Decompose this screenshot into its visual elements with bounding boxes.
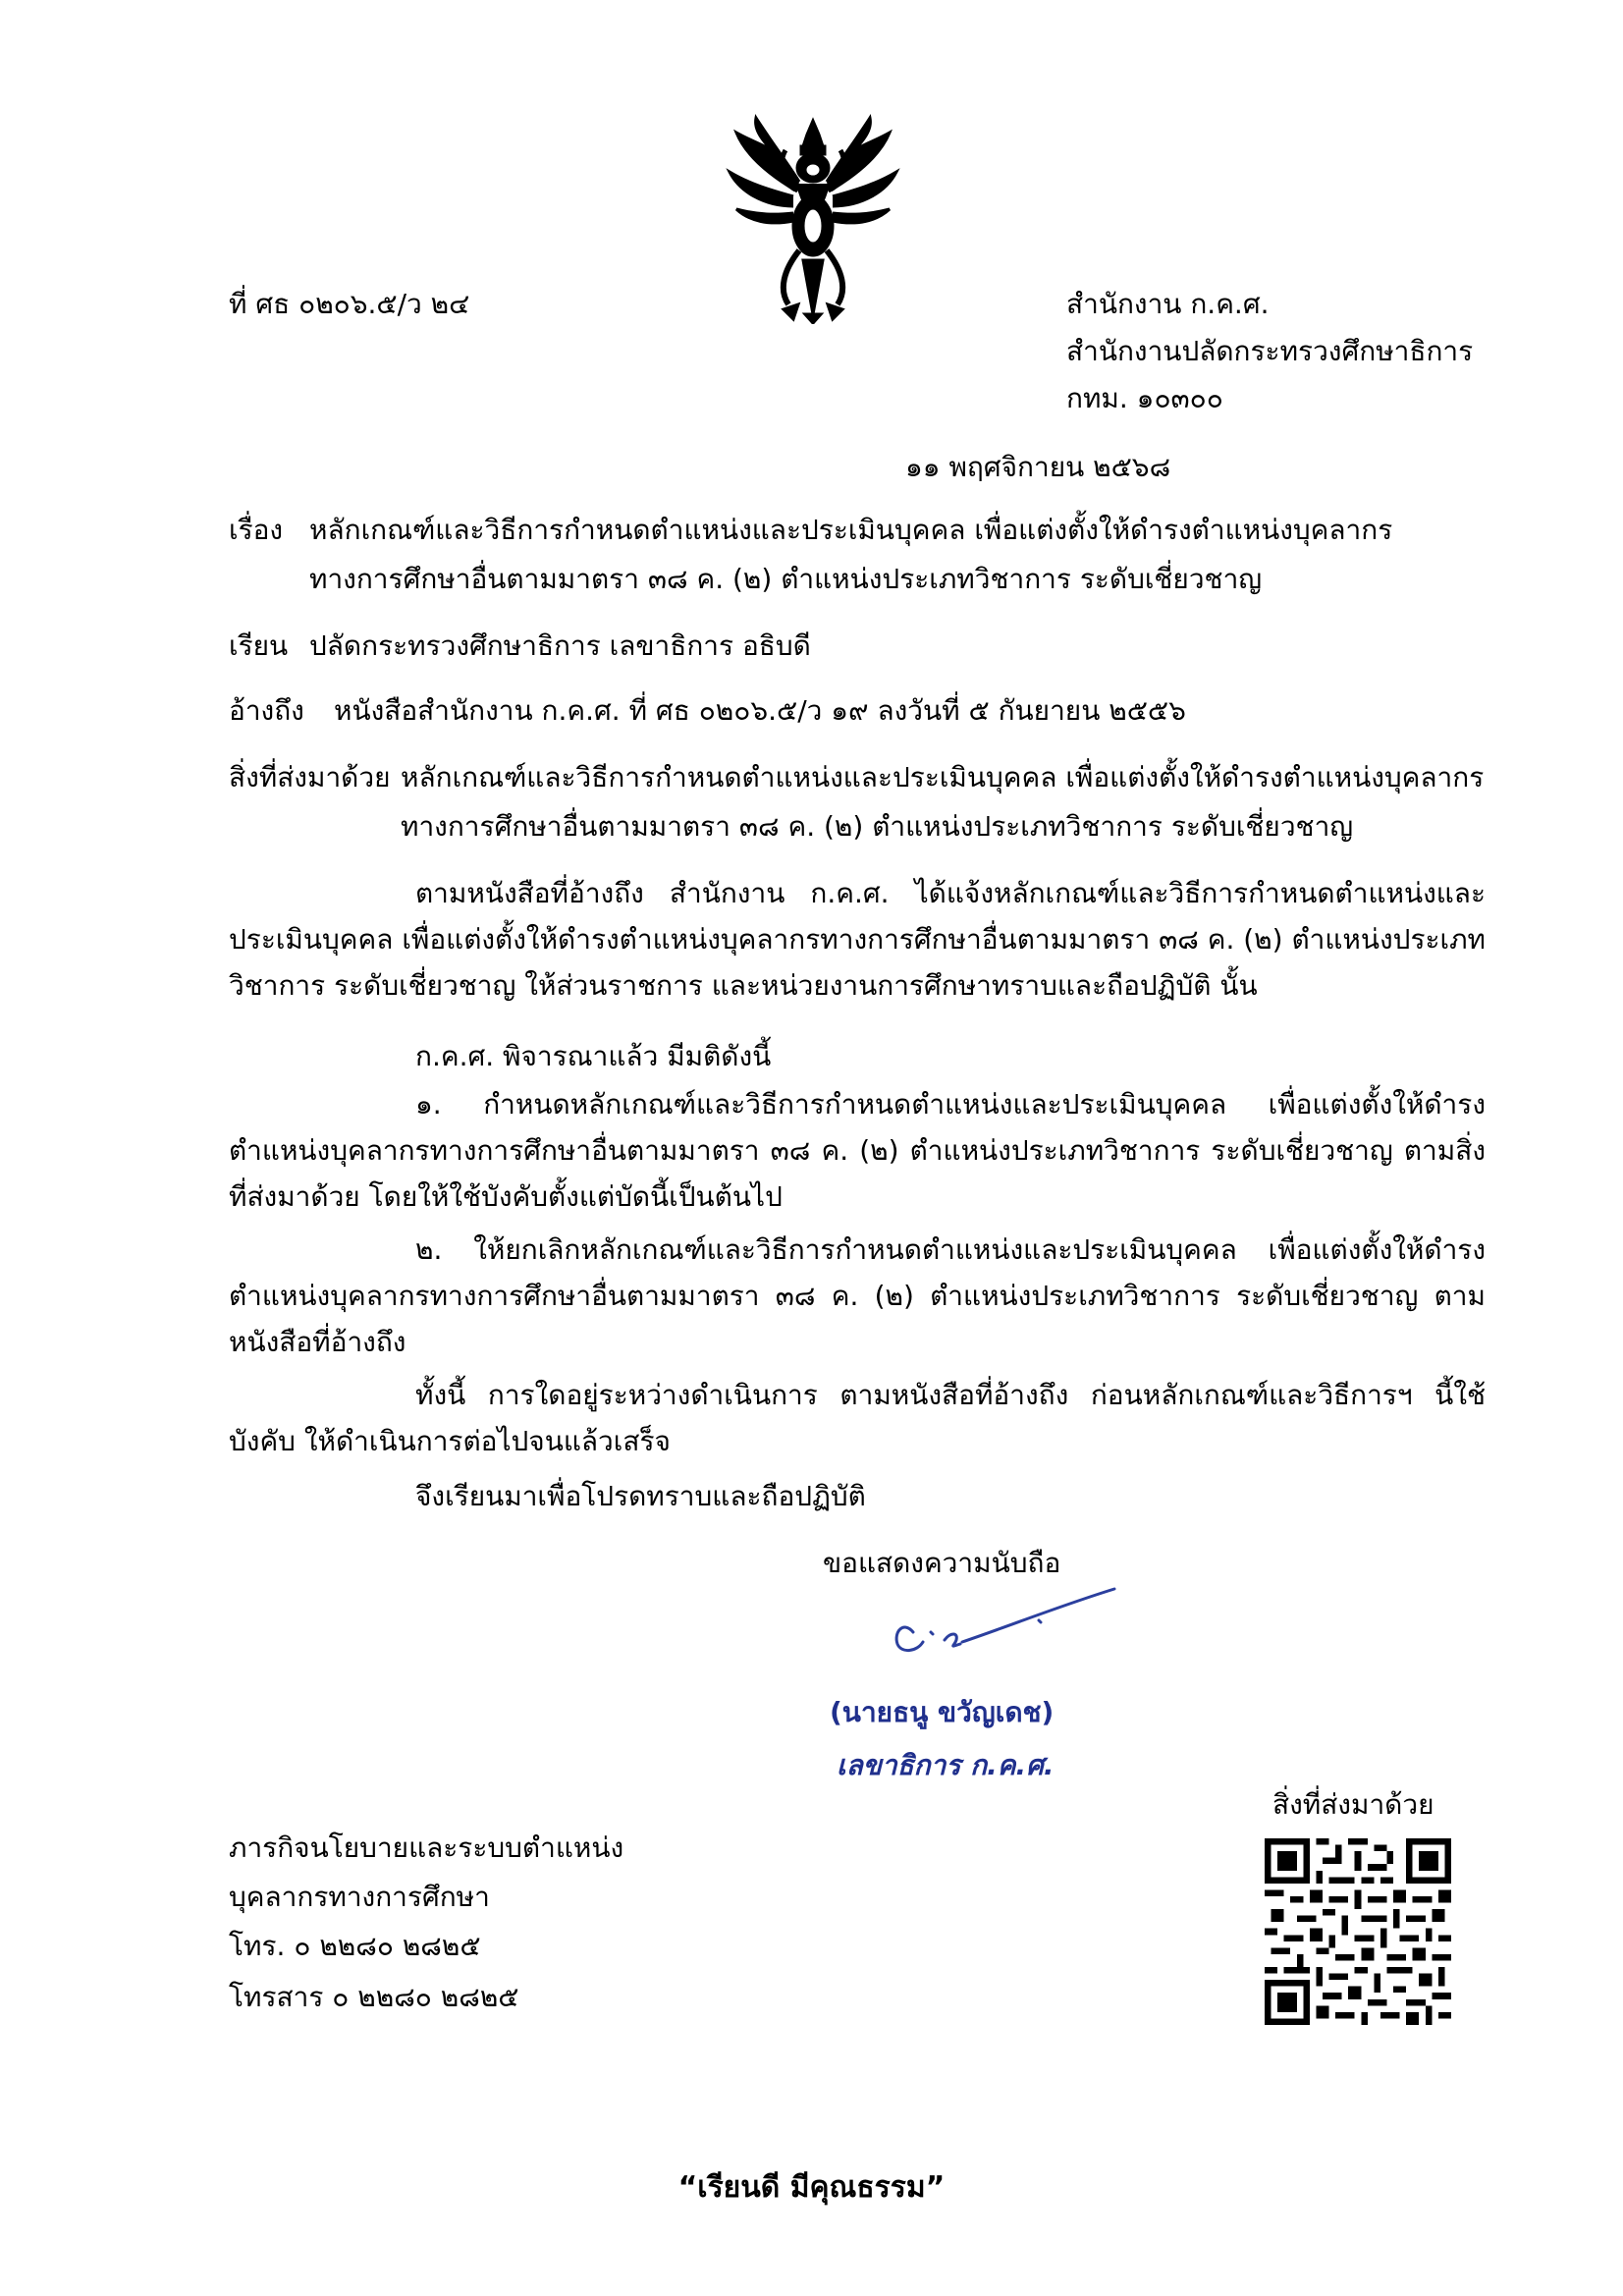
subject-line-1: หลักเกณฑ์และวิธีการกำหนดตำแหน่งและประเมินบุคคล เพื่อแต่งตั้งให้ดำรงตำแหน่งบุคลากร — [309, 514, 1393, 546]
body-paragraph-3-text: ทั้งนี้ การใดอยู่ระหว่างดำเนินการ ตามหนังสือที่อ้างถึง ก่อนหลักเกณฑ์และวิธีการฯ นี้ใช้บังคับ ให้ดำเนินการต่อไปจนแล้วเสร็จ — [229, 1379, 1486, 1457]
motto: “เรียนดี มีคุณธรรม” — [677, 2170, 946, 2205]
qr-code[interactable] — [1265, 1838, 1451, 2025]
body-item-1-text: ๑. กำหนดหลักเกณฑ์และวิธีการกำหนดตำแหน่งและประเมินบุคคล เพื่อแต่งตั้งให้ดำรงตำแหน่งบุคลากรทางการศึกษาอื่นตามมาตรา ๓๘ ค. (๒) ตำแหน่งประเภทวิชาการ ระดับเชี่ยวชาญ ตามสิ่งที่ส่งมาด้วย โดยให้ใช้บังคับตั้งแต่บัดนี้เป็นต้นไป — [229, 1088, 1486, 1213]
sender-line-1: สำนักงาน ก.ค.ศ. — [1066, 288, 1270, 320]
body-paragraph-3 — [229, 1372, 1486, 1464]
signatory-title: เลขาธิการ ก.ค.ศ. — [837, 1749, 1055, 1781]
handwritten-signature — [874, 1581, 1129, 1669]
sender-line-3: กทม. ๑๐๓๐๐ — [1066, 382, 1223, 414]
letter-date: ๑๑ พฤศจิกายน ๒๕๖๘ — [905, 451, 1171, 483]
signatory-name: (นายธนู ขวัญเดช) — [830, 1696, 1055, 1728]
body-paragraph-2 — [229, 1033, 1486, 1079]
qr-label: สิ่งที่ส่งมาด้วย — [1272, 1788, 1434, 1821]
enclosure-line-2: ทางการศึกษาอื่นตามมาตรา ๓๘ ค. (๒) ตำแหน่งประเภทวิชาการ ระดับเชี่ยวชาญ — [401, 810, 1354, 843]
salutation: ขอแสดงความนับถือ — [823, 1547, 1061, 1579]
closing-request — [229, 1473, 1486, 1519]
enclosure-line-1: หลักเกณฑ์และวิธีการกำหนดตำแหน่งและประเมินบุคคล เพื่อแต่งตั้งให้ดำรงตำแหน่งบุคลากร — [401, 761, 1485, 793]
office-line-1: ภารกิจนโยบายและระบบตำแหน่ง — [229, 1831, 624, 1864]
closing-request-text: จึงเรียนมาเพื่อโปรดทราบและถือปฏิบัติ — [415, 1480, 866, 1512]
body-item-2-text: ๒. ให้ยกเลิกหลักเกณฑ์และวิธีการกำหนดตำแหน่งและประเมินบุคคล เพื่อแต่งตั้งให้ดำรงตำแหน่งบุคลากรทางการศึกษาอื่นตามมาตรา ๓๘ ค. (๒) ตำแหน่งประเภทวิชาการ ระดับเชี่ยวชาญ ตามหนังสือที่อ้างถึง — [229, 1233, 1486, 1358]
body-paragraph-1 — [229, 870, 1486, 1009]
garuda-emblem — [725, 113, 901, 324]
subject-line-2: ทางการศึกษาอื่นตามมาตรา ๓๘ ค. (๒) ตำแหน่งประเภทวิชาการ ระดับเชี่ยวชาญ — [309, 563, 1263, 595]
body-paragraph-2-text: ก.ค.ศ. พิจารณาแล้ว มีมติดังนี้ — [415, 1040, 772, 1072]
sender-line-2: สำนักงานปลัดกระทรวงศึกษาธิการ — [1066, 335, 1474, 367]
to-label: เรียน — [229, 629, 289, 662]
body-paragraph-1-text: ตามหนังสือที่อ้างถึง สำนักงาน ก.ค.ศ. ได้แจ้งหลักเกณฑ์และวิธีการกำหนดตำแหน่งและประเมินบุคคล เพื่อแต่งตั้งให้ดำรงตำแหน่งบุคลากรทางการศึกษาอื่นตามมาตรา ๓๘ ค. (๒) ตำแหน่งประเภทวิชาการ ระดับเชี่ยวชาญ ให้ส่วนราชการ และหน่วยงานการศึกษาทราบและถือปฏิบัติ นั้น — [229, 877, 1487, 1002]
enclosure-label: สิ่งที่ส่งมาด้วย — [229, 761, 391, 793]
office-phone: โทร. ๐ ๒๒๘๐ ๒๘๒๕ — [229, 1930, 481, 1962]
office-fax: โทรสาร ๐ ๒๒๘๐ ๒๘๒๕ — [229, 1981, 519, 2013]
office-line-2: บุคลากรทางการศึกษา — [229, 1881, 490, 1913]
subject-label: เรื่อง — [229, 514, 284, 546]
body-item-2 — [229, 1227, 1486, 1365]
doc-number: ที่ ศธ ๐๒๐๖.๕/ว ๒๔ — [229, 288, 470, 320]
body-item-1 — [229, 1081, 1486, 1220]
reference-text: หนังสือสำนักงาน ก.ค.ศ. ที่ ศธ ๐๒๐๖.๕/ว ๑๙ ลงวันที่ ๕ กันยายน ๒๕๕๖ — [334, 694, 1186, 727]
reference-label: อ้างถึง — [229, 694, 304, 727]
to-text: ปลัดกระทรวงศึกษาธิการ เลขาธิการ อธิบดี — [309, 629, 811, 662]
